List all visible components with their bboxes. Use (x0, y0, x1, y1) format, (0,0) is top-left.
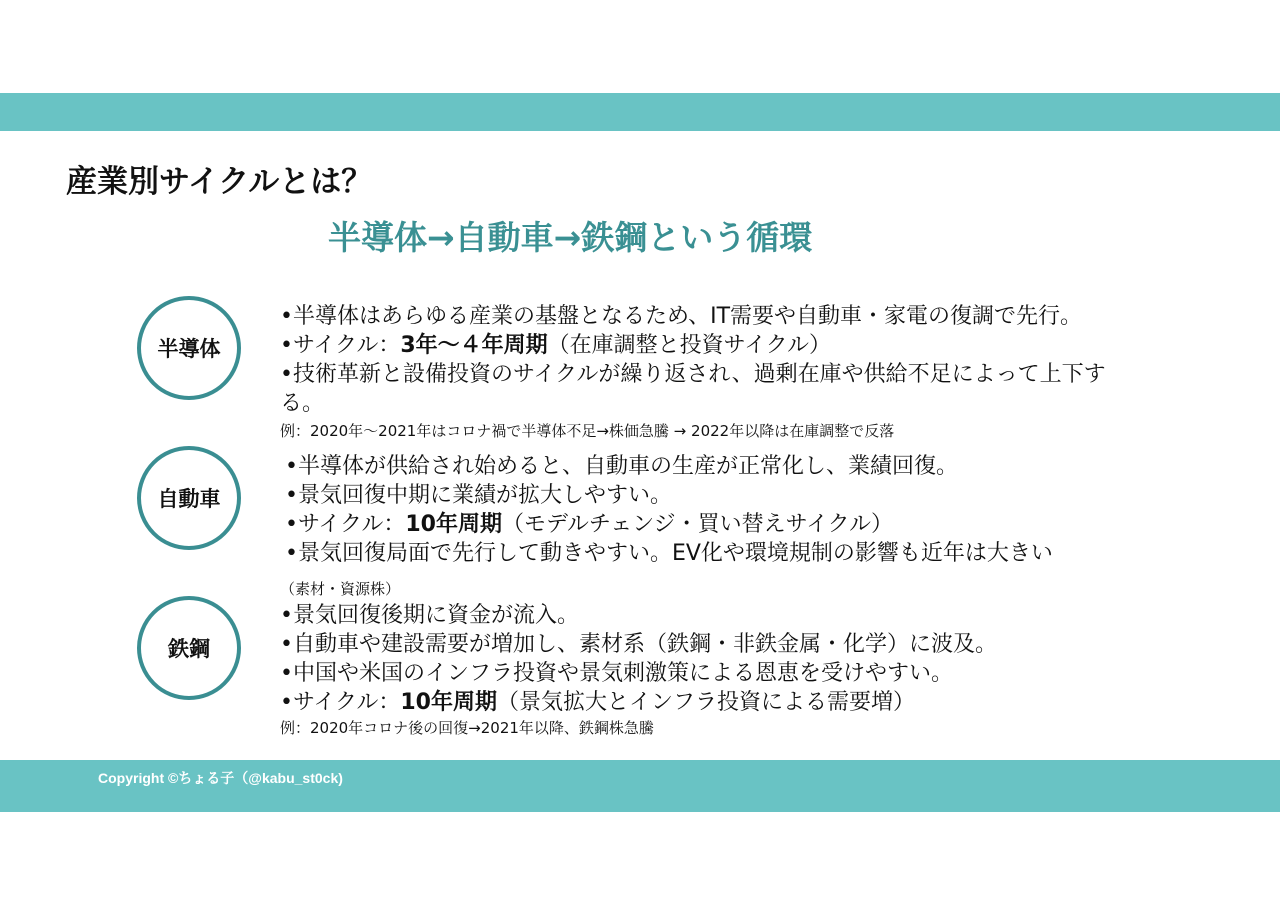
cycle-period: 3年～４年周期 (400, 333, 548, 358)
semiconductor-example: 例：2020年～2021年はコロナ禍で半導体不足→株価急騰 → 2022年以降は在庫調整で反落 (280, 422, 895, 440)
steel-line-3: •中国や米国のインフラ投資や景気刺激策による恩恵を受けやすい。 (280, 661, 953, 686)
automobile-line-4: •景気回復局面で先行して動きやすい。EV化や環境規制の影響も近年は大きい (285, 541, 1053, 566)
cycle-prefix: •サイクル： (280, 690, 401, 715)
steel-example: 例：2020年コロナ後の回復→2021年以降、鉄鋼株急騰 (280, 719, 654, 737)
copyright-text: Copyright ©ちょる子（@kabu_st0ck) (98, 770, 343, 786)
subtitle: 半導体→自動車→鉄鋼という循環 (328, 218, 813, 257)
top-banner (0, 93, 1280, 131)
steel-line-2: •自動車や建設需要が増加し、素材系（鉄鋼・非鉄金属・化学）に波及。 (280, 632, 997, 657)
semiconductor-circle (137, 296, 241, 400)
cycle-detail: （在庫調整と投資サイクル） (547, 333, 832, 358)
semiconductor-text (280, 302, 1106, 442)
automobile-circle (137, 446, 241, 550)
steel-circle (137, 596, 241, 700)
semiconductor-line-4: る。 (280, 391, 325, 416)
automobile-label: 自動車 (157, 487, 221, 511)
steel-text (280, 577, 997, 739)
automobile-cycle-line (285, 510, 1053, 539)
cycle-detail: （景気拡大とインフラ投資による需要増） (496, 690, 915, 715)
cycle-prefix: •サイクル： (280, 333, 401, 358)
cycle-prefix: •サイクル： (285, 512, 406, 537)
steel-line-1: •景気回復後期に資金が流入。 (280, 603, 579, 628)
cycle-detail: （モデルチェンジ・買い替えサイクル） (501, 512, 894, 537)
semiconductor-line-3: •技術革新と設備投資のサイクルが繰り返され、過剰在庫や供給不足によって上下す (280, 362, 1106, 387)
cycle-period: 10年周期 (405, 512, 502, 537)
steel-cycle-line (280, 688, 997, 717)
page-title: 産業別サイクルとは？ (66, 164, 373, 200)
automobile-text (285, 452, 1053, 568)
cycle-period: 10年周期 (400, 690, 497, 715)
automobile-line-2: •景気回復中期に業績が拡大しやすい。 (285, 483, 672, 508)
steel-category: （素材・資源株） (280, 580, 401, 598)
steel-label: 鉄鋼 (168, 637, 210, 661)
automobile-line-1: •半導体が供給され始めると、自動車の生産が正常化し、業績回復。 (285, 454, 958, 479)
semiconductor-cycle-line (280, 331, 1106, 360)
semiconductor-line-1: •半導体はあらゆる産業の基盤となるため、IT需要や自動車・家電の復調で先行。 (280, 304, 1083, 329)
semiconductor-label: 半導体 (157, 337, 221, 361)
